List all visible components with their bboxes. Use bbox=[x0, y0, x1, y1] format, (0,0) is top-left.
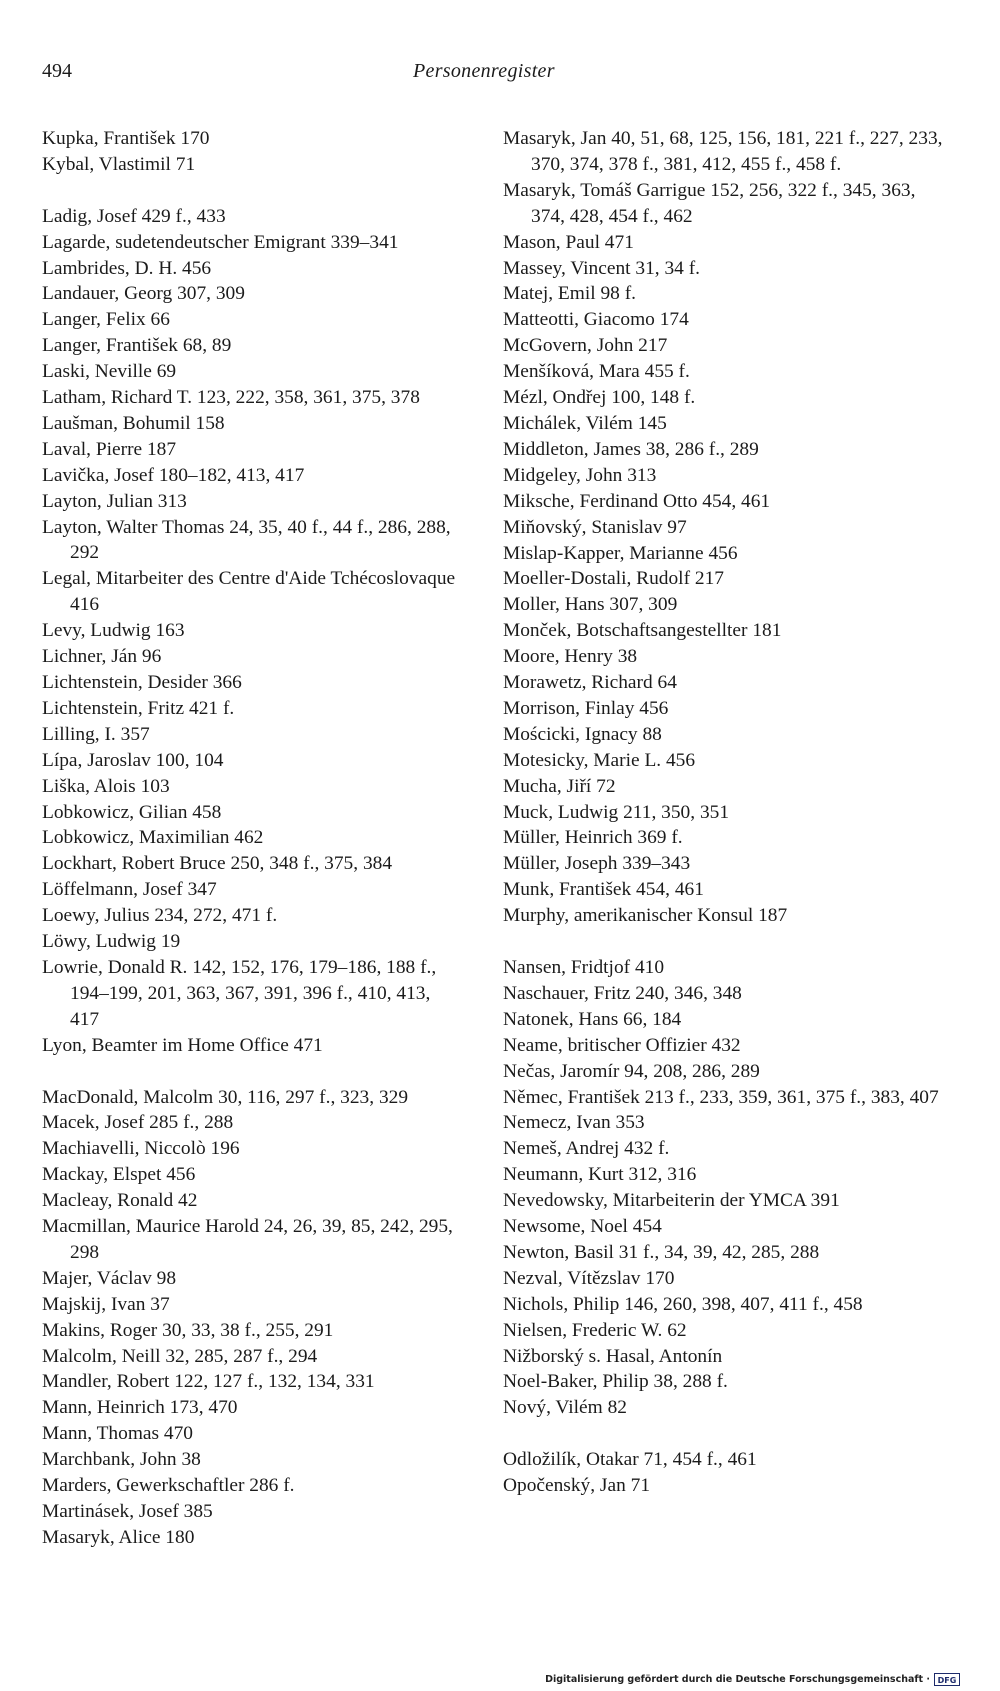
index-entry: Lyon, Beamter im Home Office 471 bbox=[42, 1034, 323, 1056]
index-entry: Laski, Neville 69 bbox=[42, 361, 177, 383]
index-entry: Nový, Vilém 82 bbox=[503, 1397, 627, 1419]
index-entry: Lichtenstein, Desider 366 bbox=[42, 672, 242, 694]
index-entry: Opočenský, Jan 71 bbox=[503, 1475, 651, 1497]
footer-credit bbox=[545, 1673, 960, 1686]
index-entry: Langer, František 68, 89 bbox=[42, 335, 232, 357]
index-entry: Lichner, Ján 96 bbox=[42, 646, 162, 668]
index-entry: Latham, Richard T. 123, 222, 358, 361, 375, 378 bbox=[42, 387, 420, 409]
index-entry: Laušman, Bohumil 158 bbox=[42, 412, 225, 434]
index-entry: Neame, britischer Offizier 432 bbox=[503, 1034, 741, 1056]
index-entry: Mézl, Ondřej 100, 148 f. bbox=[503, 387, 696, 409]
index-entry: Masaryk, Alice 180 bbox=[42, 1526, 195, 1548]
index-entry: Mann, Thomas 470 bbox=[42, 1423, 193, 1445]
index-entry: Muck, Ludwig 211, 350, 351 bbox=[503, 801, 730, 823]
index-entry: Langer, Felix 66 bbox=[42, 309, 170, 331]
index-entry: Majer, Václav 98 bbox=[42, 1267, 177, 1289]
index-left-column bbox=[42, 126, 462, 1551]
running-title: Personenregister bbox=[413, 60, 555, 82]
index-entry: Legal, Mitarbeiter des Centre d'Aide Tchécoslovaque 416 bbox=[42, 568, 456, 616]
index-entry: Kybal, Vlastimil 71 bbox=[42, 153, 196, 175]
index-entry: Machiavelli, Niccolò 196 bbox=[42, 1138, 240, 1160]
index-entry: Nemecz, Ivan 353 bbox=[503, 1112, 645, 1134]
index-entry: Liška, Alois 103 bbox=[42, 775, 170, 797]
index-entry: Layton, Julian 313 bbox=[42, 490, 187, 512]
index-entry: Middleton, James 38, 286 f., 289 bbox=[503, 438, 759, 460]
index-entry: Mislap-Kapper, Marianne 456 bbox=[503, 542, 738, 564]
index-entry: Natonek, Hans 66, 184 bbox=[503, 1008, 682, 1030]
index-right-column bbox=[503, 126, 943, 1499]
index-entry: Menšíková, Mara 455 f. bbox=[503, 361, 690, 383]
section-gap bbox=[503, 929, 943, 955]
index-entry: Malcolm, Neill 32, 285, 287 f., 294 bbox=[42, 1345, 318, 1367]
index-entry: Mucha, Jiří 72 bbox=[503, 775, 616, 797]
index-entry: Lockhart, Robert Bruce 250, 348 f., 375, 384 bbox=[42, 853, 393, 875]
index-entry: Miňovský, Stanislav 97 bbox=[503, 516, 687, 538]
index-entry: Lichtenstein, Fritz 421 f. bbox=[42, 697, 235, 719]
index-entry: Nichols, Philip 146, 260, 398, 407, 411 f., 458 bbox=[503, 1293, 863, 1315]
index-entry: Odložilík, Otakar 71, 454 f., 461 bbox=[503, 1449, 757, 1471]
index-entry: Mann, Heinrich 173, 470 bbox=[42, 1397, 238, 1419]
index-entry: Müller, Heinrich 369 f. bbox=[503, 827, 683, 849]
index-entry: Matteotti, Giacomo 174 bbox=[503, 309, 689, 331]
index-entry: Noel-Baker, Philip 38, 288 f. bbox=[503, 1371, 728, 1393]
index-entry: MacDonald, Malcolm 30, 116, 297 f., 323, 329 bbox=[42, 1086, 409, 1108]
index-entry: Löwy, Ludwig 19 bbox=[42, 931, 181, 953]
index-entry: Lowrie, Donald R. 142, 152, 176, 179–186, 188 f., 194–199, 201, 363, 367, 391, 396 f., 410, 413, 417 bbox=[42, 956, 437, 1030]
index-entry: Neumann, Kurt 312, 316 bbox=[503, 1164, 697, 1186]
index-entry: Munk, František 454, 461 bbox=[503, 879, 704, 901]
index-entry: Massey, Vincent 31, 34 f. bbox=[503, 257, 701, 279]
index-entry: Nielsen, Frederic W. 62 bbox=[503, 1319, 687, 1341]
index-entry: Lobkowicz, Maximilian 462 bbox=[42, 827, 264, 849]
index-entry: Macek, Josef 285 f., 288 bbox=[42, 1112, 234, 1134]
index-entry: Mościcki, Ignacy 88 bbox=[503, 723, 662, 745]
index-entry: Lagarde, sudetendeutscher Emigrant 339–341 bbox=[42, 231, 399, 253]
index-entry: Midgeley, John 313 bbox=[503, 464, 657, 486]
index-entry: Kupka, František 170 bbox=[42, 128, 210, 149]
page-number: 494 bbox=[42, 60, 72, 82]
section-gap bbox=[42, 178, 462, 204]
index-entry: Mandler, Robert 122, 127 f., 132, 134, 331 bbox=[42, 1371, 375, 1393]
index-entry: Laval, Pierre 187 bbox=[42, 438, 177, 460]
index-entry: Moller, Hans 307, 309 bbox=[503, 594, 678, 616]
index-entry: Nemeš, Andrej 432 f. bbox=[503, 1138, 670, 1160]
index-entry: Motesicky, Marie L. 456 bbox=[503, 749, 696, 771]
index-entry: Miksche, Ferdinand Otto 454, 461 bbox=[503, 490, 771, 512]
index-entry: Nevedowsky, Mitarbeiterin der YMCA 391 bbox=[503, 1190, 840, 1212]
index-entry: Morrison, Finlay 456 bbox=[503, 697, 669, 719]
index-entry: Marders, Gewerkschaftler 286 f. bbox=[42, 1475, 295, 1497]
index-entry: Němec, František 213 f., 233, 359, 361, 375 f., 383, 407 bbox=[503, 1086, 939, 1108]
index-entry: Michálek, Vilém 145 bbox=[503, 412, 667, 434]
index-entry: Marchbank, John 38 bbox=[42, 1449, 201, 1471]
index-entry: Moore, Henry 38 bbox=[503, 646, 638, 668]
index-entry: Lambrides, D. H. 456 bbox=[42, 257, 212, 279]
index-entry: Murphy, amerikanischer Konsul 187 bbox=[503, 905, 788, 927]
index-entry: Loewy, Julius 234, 272, 471 f. bbox=[42, 905, 278, 927]
index-entry: Ladig, Josef 429 f., 433 bbox=[42, 205, 226, 227]
index-entry: Masaryk, Jan 40, 51, 68, 125, 156, 181, 221 f., 227, 233, 370, 374, 378 f., 381, 412, 455 f., 458 f. bbox=[503, 128, 943, 175]
index-entry: Lípa, Jaroslav 100, 104 bbox=[42, 749, 224, 771]
index-entry: Lavička, Josef 180–182, 413, 417 bbox=[42, 464, 305, 486]
index-entry: Moeller-Dostali, Rudolf 217 bbox=[503, 568, 724, 590]
index-entry: Macmillan, Maurice Harold 24, 26, 39, 85, 242, 295, 298 bbox=[42, 1216, 453, 1263]
index-entry: Nečas, Jaromír 94, 208, 286, 289 bbox=[503, 1060, 760, 1082]
index-entry: Mackay, Elspet 456 bbox=[42, 1164, 196, 1186]
index-entry: Martinásek, Josef 385 bbox=[42, 1501, 213, 1522]
index-entry: Nezval, Vítězslav 170 bbox=[503, 1267, 675, 1289]
section-gap bbox=[42, 1059, 462, 1085]
footer-text: Digitalisierung gefördert durch die Deutsche Forschungsgemeinschaft · bbox=[545, 1674, 930, 1685]
index-entry: McGovern, John 217 bbox=[503, 335, 668, 357]
index-entry: Matej, Emil 98 f. bbox=[503, 283, 637, 305]
index-entry: Morawetz, Richard 64 bbox=[503, 672, 677, 694]
index-entry: Naschauer, Fritz 240, 346, 348 bbox=[503, 982, 742, 1004]
index-entry: Mason, Paul 471 bbox=[503, 231, 634, 253]
index-entry: Majskij, Ivan 37 bbox=[42, 1293, 170, 1315]
index-entry: Monček, Botschaftsangestellter 181 bbox=[503, 620, 782, 642]
index-entry: Newton, Basil 31 f., 34, 39, 42, 285, 288 bbox=[503, 1241, 820, 1263]
index-entry: Layton, Walter Thomas 24, 35, 40 f., 44 f., 286, 288, 292 bbox=[42, 516, 451, 564]
index-entry: Masaryk, Tomáš Garrigue 152, 256, 322 f., 345, 363, 374, 428, 454 f., 462 bbox=[503, 179, 916, 227]
index-entry: Lobkowicz, Gilian 458 bbox=[42, 801, 222, 823]
section-gap bbox=[503, 1421, 943, 1447]
index-entry: Lilling, I. 357 bbox=[42, 723, 150, 745]
index-entry: Landauer, Georg 307, 309 bbox=[42, 283, 245, 305]
index-entry: Nižborský s. Hasal, Antonín bbox=[503, 1345, 723, 1367]
dfg-logo-icon: DFG bbox=[934, 1673, 960, 1686]
index-entry: Newsome, Noel 454 bbox=[503, 1216, 662, 1238]
index-entry: Levy, Ludwig 163 bbox=[42, 620, 185, 642]
index-entry: Müller, Joseph 339–343 bbox=[503, 853, 691, 875]
index-entry: Macleay, Ronald 42 bbox=[42, 1190, 198, 1212]
index-entry: Makins, Roger 30, 33, 38 f., 255, 291 bbox=[42, 1319, 334, 1341]
index-entry: Löffelmann, Josef 347 bbox=[42, 879, 217, 901]
index-entry: Nansen, Fridtjof 410 bbox=[503, 956, 665, 978]
